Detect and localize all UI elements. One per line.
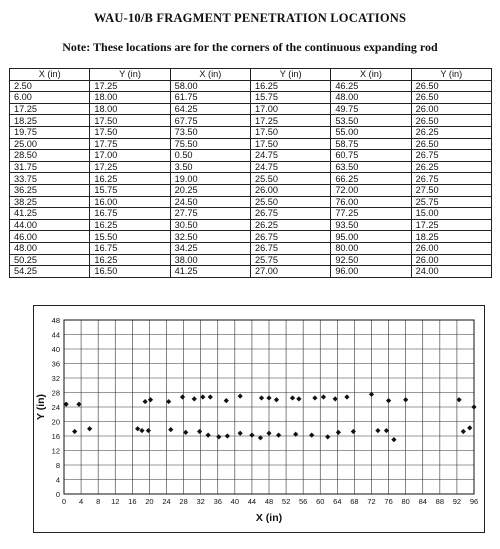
table-cell: 46.00 (10, 231, 90, 243)
y-tick-label: 4 (55, 475, 60, 485)
table-row (10, 80, 492, 92)
table-cell: 26.00 (411, 254, 491, 266)
table-cell: 15.75 (250, 92, 330, 104)
table-cell: 27.75 (170, 208, 250, 220)
y-tick-label: 20 (51, 417, 60, 427)
table-cell: 25.75 (411, 196, 491, 208)
x-tick-label: 60 (316, 497, 325, 506)
x-tick-label: 36 (213, 497, 222, 506)
table-header-row (10, 69, 492, 81)
data-point (208, 394, 213, 399)
x-tick-label: 92 (452, 497, 462, 506)
table-cell: 15.00 (411, 208, 491, 220)
table-cell: 93.50 (331, 219, 411, 231)
data-point (225, 433, 230, 438)
x-tick-label: 28 (179, 497, 188, 506)
table-row (10, 196, 492, 208)
table-cell: 44.00 (10, 219, 90, 231)
table-cell: 26.50 (411, 92, 491, 104)
table-cell: 17.50 (90, 126, 170, 138)
data-point (321, 394, 326, 399)
table-cell: 16.00 (90, 196, 170, 208)
data-point (148, 397, 153, 402)
table-cell: 26.00 (411, 103, 491, 115)
table-cell: 17.50 (250, 138, 330, 150)
data-point (87, 426, 92, 431)
table-cell: 3.50 (170, 161, 250, 173)
table-cell: 27.00 (250, 266, 330, 278)
table-cell: 25.50 (250, 196, 330, 208)
table-row (10, 103, 492, 115)
data-point (391, 437, 396, 442)
data-point (192, 396, 197, 401)
table-cell: 95.00 (331, 231, 411, 243)
data-point (403, 397, 408, 402)
data-point (238, 394, 243, 399)
table-cell: 50.25 (10, 254, 90, 266)
column-header: Y (in) (411, 69, 491, 81)
column-header: X (in) (170, 69, 250, 81)
table-cell: 15.50 (90, 231, 170, 243)
x-tick-label: 20 (145, 497, 154, 506)
table-cell: 17.75 (90, 138, 170, 150)
table-cell: 16.75 (90, 208, 170, 220)
table-row (10, 242, 492, 254)
table-cell: 72.00 (331, 184, 411, 196)
table-cell: 17.25 (411, 219, 491, 231)
data-point (274, 397, 279, 402)
table-cell: 38.00 (170, 254, 250, 266)
table-cell: 26.75 (411, 173, 491, 185)
data-point (467, 425, 472, 430)
table-cell: 92.50 (331, 254, 411, 266)
table-row (10, 126, 492, 138)
data-point (259, 395, 264, 400)
y-axis-label: Y (in) (35, 393, 47, 421)
table-cell: 24.75 (250, 161, 330, 173)
table-cell: 36.25 (10, 184, 90, 196)
x-tick-label: 24 (162, 497, 171, 506)
table-cell: 55.00 (331, 126, 411, 138)
y-tick-label: 36 (51, 359, 60, 369)
table-cell: 26.75 (250, 231, 330, 243)
table-cell: 25.50 (250, 173, 330, 185)
table-cell: 17.00 (90, 150, 170, 162)
data-point (386, 398, 391, 403)
table-cell: 0.50 (170, 150, 250, 162)
table-row (10, 254, 492, 266)
table-cell: 26.25 (411, 126, 491, 138)
table-cell: 24.75 (250, 150, 330, 162)
table-row (10, 115, 492, 127)
table-cell: 18.25 (10, 115, 90, 127)
table-cell: 26.00 (250, 184, 330, 196)
table-cell: 30.50 (170, 219, 250, 231)
data-point (325, 434, 330, 439)
table-cell: 16.25 (90, 219, 170, 231)
x-tick-label: 52 (281, 497, 291, 506)
table-cell: 33.75 (10, 173, 90, 185)
x-axis-label: X (in) (255, 512, 283, 524)
data-point (456, 397, 461, 402)
x-tick-label: 44 (247, 497, 257, 506)
data-point (249, 432, 254, 437)
data-point (76, 402, 81, 407)
table-cell: 16.25 (90, 173, 170, 185)
data-point (197, 429, 202, 434)
table-cell: 16.50 (90, 266, 170, 278)
table-cell: 77.25 (331, 208, 411, 220)
table-row (10, 150, 492, 162)
x-tick-label: 12 (111, 497, 120, 506)
table-cell: 18.25 (411, 231, 491, 243)
x-tick-label: 84 (418, 497, 427, 506)
data-point (384, 428, 389, 433)
table-cell: 26.50 (411, 115, 491, 127)
table-cell: 58.75 (331, 138, 411, 150)
table-cell: 26.75 (411, 150, 491, 162)
y-tick-label: 40 (51, 345, 60, 354)
table-cell: 34.25 (170, 242, 250, 254)
table-cell: 53.50 (331, 115, 411, 127)
table-row (10, 92, 492, 104)
table-cell: 24.50 (170, 196, 250, 208)
x-tick-label: 4 (78, 497, 84, 506)
x-tick-label: 64 (333, 497, 342, 506)
table-cell: 19.75 (10, 126, 90, 138)
table-cell: 17.25 (90, 161, 170, 173)
table-cell: 96.00 (331, 266, 411, 278)
y-tick-label: 12 (51, 446, 60, 456)
page-title: WAU-10/B FRAGMENT PENETRATION LOCATIONS (93, 11, 407, 25)
table-row (10, 219, 492, 231)
table-cell: 16.25 (250, 80, 330, 92)
data-point (180, 394, 185, 399)
data-point (309, 432, 314, 437)
x-tick-label: 0 (61, 497, 67, 506)
table-cell: 26.25 (250, 219, 330, 231)
table-cell: 66.25 (331, 173, 411, 185)
table-cell: 80.00 (331, 242, 411, 254)
data-point (312, 395, 317, 400)
table-cell: 54.25 (10, 266, 90, 278)
table-cell: 15.75 (90, 184, 170, 196)
table-cell: 26.75 (250, 242, 330, 254)
table-cell: 25.75 (250, 254, 330, 266)
table-cell: 58.00 (170, 80, 250, 92)
data-point (183, 430, 188, 435)
column-header: X (in) (10, 69, 90, 81)
table-cell: 17.00 (250, 103, 330, 115)
data-point (266, 431, 271, 436)
table-cell: 6.00 (10, 92, 90, 104)
x-tick-label: 88 (435, 497, 445, 506)
y-tick-label: 16 (51, 432, 60, 441)
table-cell: 16.25 (90, 254, 170, 266)
table-cell: 49.75 (331, 103, 411, 115)
table-cell: 17.25 (10, 103, 90, 115)
table-cell: 60.75 (331, 150, 411, 162)
data-point (166, 399, 171, 404)
table-row (10, 138, 492, 150)
table-cell: 64.25 (170, 103, 250, 115)
x-tick-label: 72 (367, 497, 376, 506)
y-tick-label: 0 (55, 490, 60, 499)
table-cell: 25.00 (10, 138, 90, 150)
page-note: Note: These locations are for the corners of the continuous expanding rod (62, 40, 438, 54)
table-cell: 17.25 (250, 115, 330, 127)
data-point (238, 431, 243, 436)
y-tick-label: 44 (51, 330, 60, 340)
x-tick-label: 16 (128, 497, 137, 506)
scatter-chart (34, 306, 484, 532)
y-tick-label: 8 (55, 461, 60, 470)
table-cell: 32.50 (170, 231, 250, 243)
column-header: X (in) (331, 69, 411, 81)
table-cell: 76.00 (331, 196, 411, 208)
chart-frame (33, 305, 485, 533)
data-point (471, 404, 476, 409)
table-cell: 27.50 (411, 184, 491, 196)
data-point (266, 395, 271, 400)
table-cell: 41.25 (10, 208, 90, 220)
x-tick-label: 32 (196, 497, 205, 506)
x-tick-label: 76 (384, 497, 393, 506)
data-point (216, 434, 221, 439)
table-cell: 26.50 (411, 80, 491, 92)
data-point (146, 428, 151, 433)
table-cell: 38.25 (10, 196, 90, 208)
data-point (72, 429, 77, 434)
data-point (200, 394, 205, 399)
table-cell: 26.00 (411, 242, 491, 254)
data-point (461, 429, 466, 434)
x-tick-label: 80 (401, 497, 410, 506)
table-cell: 61.75 (170, 92, 250, 104)
x-tick-label: 68 (350, 497, 359, 506)
table-cell: 26.50 (411, 138, 491, 150)
table-cell: 63.50 (331, 161, 411, 173)
y-tick-label: 32 (51, 374, 60, 383)
table-cell: 17.50 (90, 115, 170, 127)
y-tick-label: 48 (51, 316, 60, 325)
table-cell: 18.00 (90, 92, 170, 104)
penetration-table (9, 68, 492, 278)
table-cell: 26.75 (250, 208, 330, 220)
table-cell: 28.50 (10, 150, 90, 162)
data-point (224, 398, 229, 403)
table-cell: 2.50 (10, 80, 90, 92)
table-cell: 26.25 (411, 161, 491, 173)
x-tick-label: 8 (96, 497, 101, 506)
table-cell: 67.75 (170, 115, 250, 127)
x-tick-label: 96 (469, 497, 479, 506)
table-cell: 31.75 (10, 161, 90, 173)
table-cell: 75.50 (170, 138, 250, 150)
table-row (10, 161, 492, 173)
table-row (10, 266, 492, 278)
x-tick-label: 40 (230, 497, 240, 506)
table-row (10, 208, 492, 220)
data-point (206, 432, 211, 437)
x-tick-label: 56 (298, 497, 308, 506)
table-cell: 46.25 (331, 80, 411, 92)
column-header: Y (in) (250, 69, 330, 81)
table-cell: 73.50 (170, 126, 250, 138)
y-tick-label: 28 (51, 388, 60, 398)
table-cell: 24.00 (411, 266, 491, 278)
data-point (351, 429, 356, 434)
data-point (344, 394, 349, 399)
data-point (333, 396, 338, 401)
data-point (276, 432, 281, 437)
table-cell: 18.00 (90, 103, 170, 115)
table-cell: 20.25 (170, 184, 250, 196)
table-row (10, 231, 492, 243)
table-row (10, 173, 492, 185)
data-point (336, 430, 341, 435)
y-tick-label: 24 (51, 403, 60, 412)
table-cell: 17.25 (90, 80, 170, 92)
table-cell: 48.00 (331, 92, 411, 104)
data-point (375, 428, 380, 433)
table-cell: 48.00 (10, 242, 90, 254)
table-cell: 41.25 (170, 266, 250, 278)
table-cell: 19.00 (170, 173, 250, 185)
table-row (10, 184, 492, 196)
column-header: Y (in) (90, 69, 170, 81)
table-cell: 17.50 (250, 126, 330, 138)
data-point (290, 395, 295, 400)
data-point (168, 427, 173, 432)
data-point (143, 399, 148, 404)
x-tick-label: 48 (264, 497, 274, 506)
data-point (296, 396, 301, 401)
table-cell: 16.75 (90, 242, 170, 254)
